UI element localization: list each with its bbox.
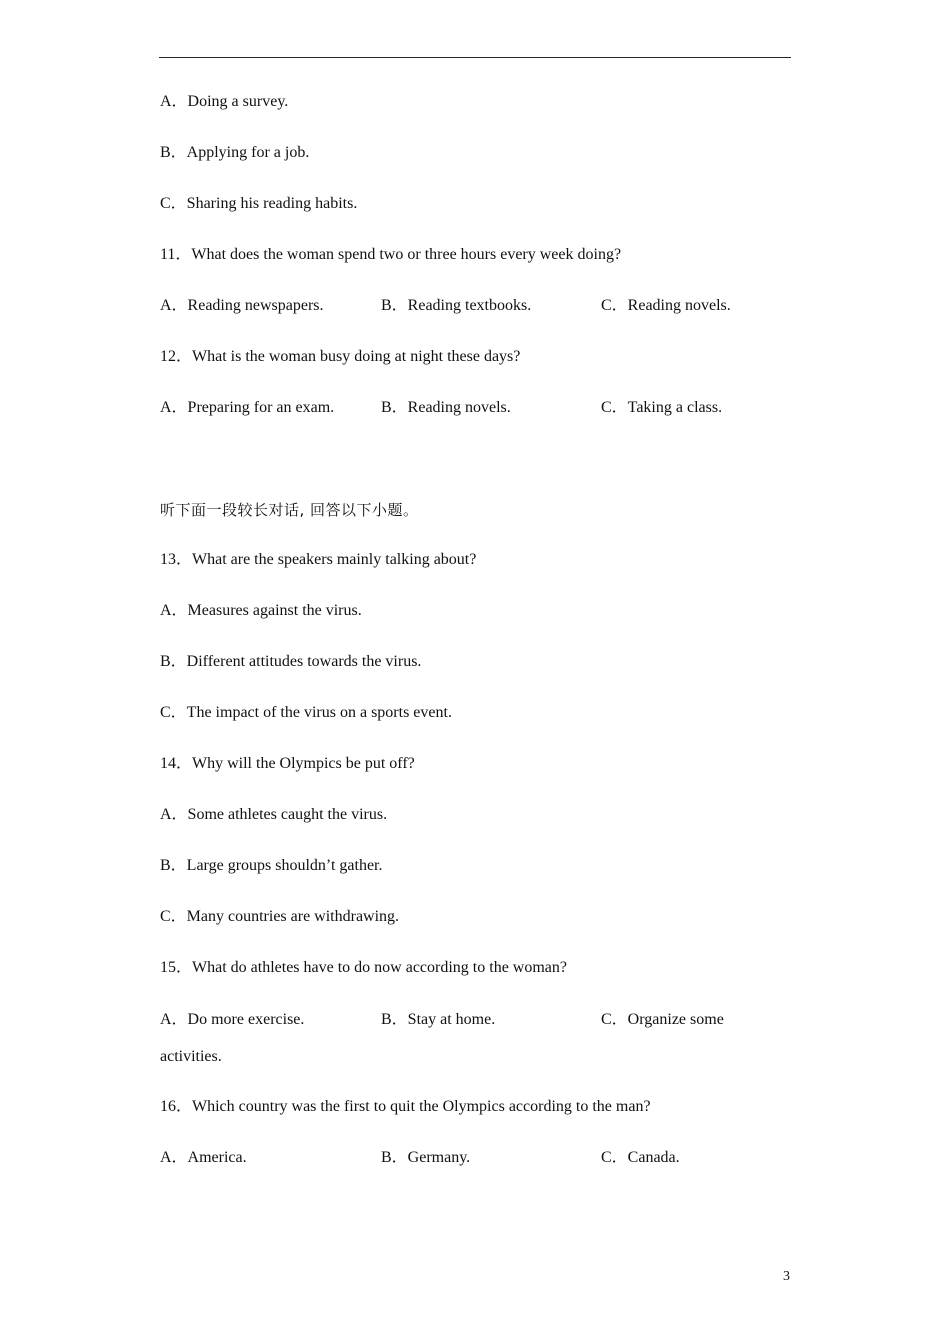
q13-option-b: B．Different attitudes towards the virus. bbox=[160, 653, 422, 670]
q11-option-c: C．Reading novels. bbox=[601, 297, 731, 314]
q14-option-c: C．Many countries are withdrawing. bbox=[160, 908, 400, 925]
q10-option-a: A．Doing a survey. bbox=[160, 93, 289, 110]
q11-option-b: B．Reading textbooks. bbox=[381, 297, 532, 314]
q16-question: 16．Which country was the first to quit the Olympics according to the man? bbox=[160, 1098, 651, 1115]
q15-question: 15．What do athletes have to do now according to the woman? bbox=[160, 959, 567, 976]
q13-question: 13．What are the speakers mainly talking about? bbox=[160, 551, 477, 568]
q12-option-a: A．Preparing for an exam. bbox=[160, 399, 335, 416]
q16-option-b: B．Germany. bbox=[381, 1149, 471, 1166]
q12-option-b: B．Reading novels. bbox=[381, 399, 511, 416]
q15-option-a: A．Do more exercise. bbox=[160, 1011, 305, 1028]
q16-option-c: C．Canada. bbox=[601, 1149, 680, 1166]
header-rule bbox=[159, 57, 791, 58]
q12-option-c: C．Taking a class. bbox=[601, 399, 723, 416]
q11-question: 11．What does the woman spend two or three hours every week doing? bbox=[160, 246, 622, 263]
page-number: 3 bbox=[783, 1269, 790, 1284]
q15-option-c: C．Organize some bbox=[601, 1011, 724, 1028]
q10-option-b: B．Applying for a job. bbox=[160, 144, 310, 161]
q14-question: 14．Why will the Olympics be put off? bbox=[160, 755, 415, 772]
q15-option-c-continuation: activities. bbox=[160, 1048, 222, 1065]
q11-option-a: A．Reading newspapers. bbox=[160, 297, 324, 314]
q15-option-b: B．Stay at home. bbox=[381, 1011, 496, 1028]
q10-option-c: C．Sharing his reading habits. bbox=[160, 195, 358, 212]
q13-option-a: A．Measures against the virus. bbox=[160, 602, 362, 619]
q13-option-c: C．The impact of the virus on a sports event. bbox=[160, 704, 452, 721]
q12-question: 12．What is the woman busy doing at night these days? bbox=[160, 348, 521, 365]
q14-option-b: B．Large groups shouldn’t gather. bbox=[160, 857, 383, 874]
section-instruction: 听下面一段较长对话, 回答以下小题。 bbox=[160, 501, 419, 519]
q14-option-a: A．Some athletes caught the virus. bbox=[160, 806, 388, 823]
q16-option-a: A．America. bbox=[160, 1149, 247, 1166]
